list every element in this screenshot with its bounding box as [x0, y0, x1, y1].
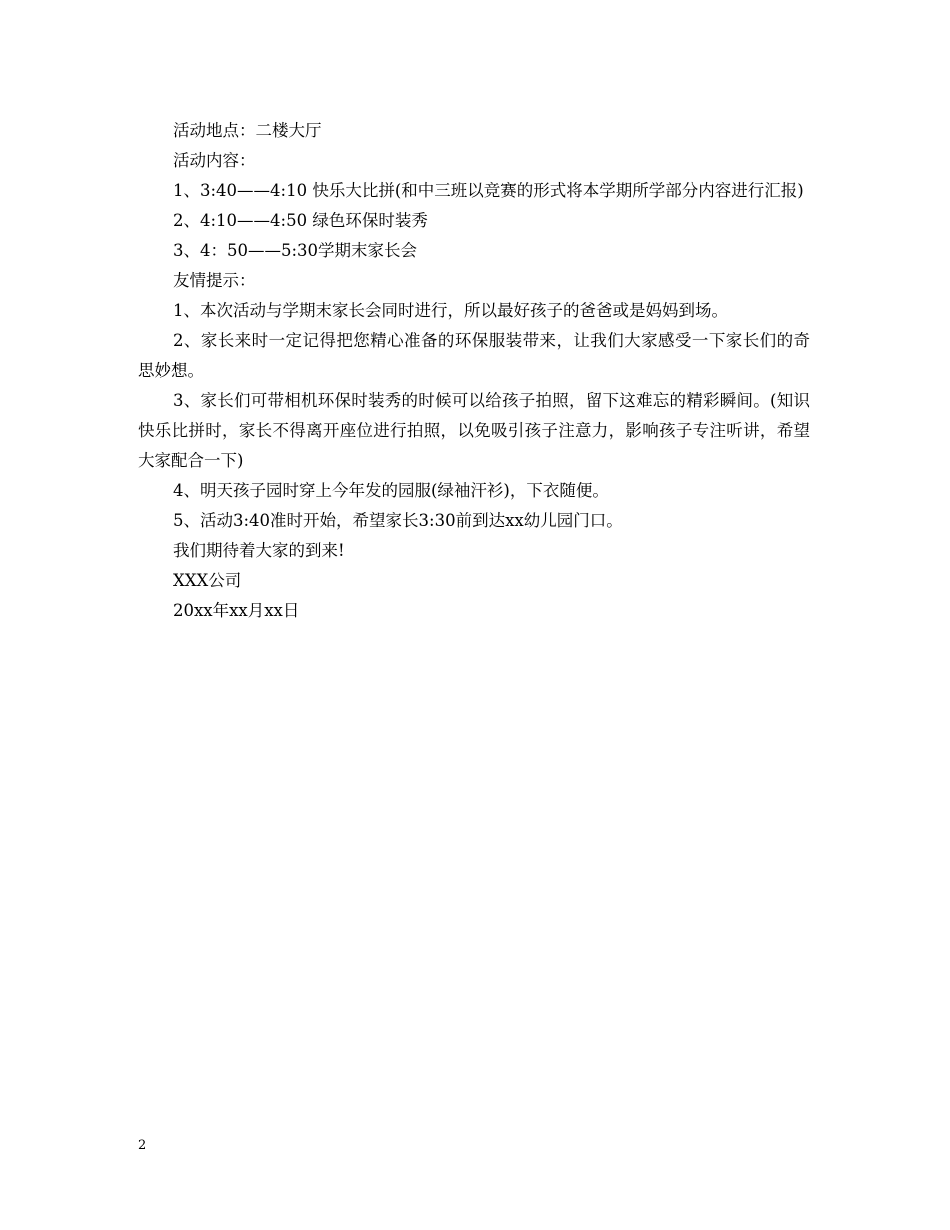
paragraph-tip-4: 4、明天孩子园时穿上今年发的园服(绿袖汗衫)，下衣随便。 [173, 481, 609, 500]
paragraph-content-heading: 活动内容： [173, 151, 256, 170]
paragraph-tips-heading: 友情提示： [173, 271, 256, 290]
paragraph-item-1: 1、3:40——4:10 快乐大比拼(和中三班以竞赛的形式将本学期所学部分内容进行汇报) [173, 181, 804, 200]
paragraph-item-3: 3、4：50——5:30学期末家长会 [173, 241, 418, 260]
paragraph-location: 活动地点：二楼大厅 [173, 121, 322, 140]
paragraph-tip-2: 2、家长来时一定记得把您精心准备的环保服装带来，让我们大家感受一下家长们的奇思妙想。 [138, 331, 810, 380]
paragraph-tip-1: 1、本次活动与学期末家长会同时进行，所以最好孩子的爸爸或是妈妈到场。 [173, 301, 728, 320]
paragraph-signature-company: XXX公司 [173, 571, 242, 590]
paragraph-closing: 我们期待着大家的到来! [173, 541, 345, 560]
document-body [138, 116, 810, 626]
page-number: 2 [138, 1138, 147, 1153]
paragraph-item-2: 2、4:10——4:50 绿色环保时装秀 [173, 211, 428, 230]
paragraph-tip-5: 5、活动3:40准时开始，希望家长3:30前到达xx幼儿园门口。 [173, 511, 623, 530]
paragraph-tip-3: 3、家长们可带相机环保时装秀的时候可以给孩子拍照，留下这难忘的精彩瞬间。(知识快乐比拼时，家长不得离开座位进行拍照，以免吸引孩子注意力，影响孩子专注听讲，希望大家配合一下) [138, 391, 810, 470]
paragraph-signature-date: 20xx年xx月xx日 [173, 601, 300, 620]
